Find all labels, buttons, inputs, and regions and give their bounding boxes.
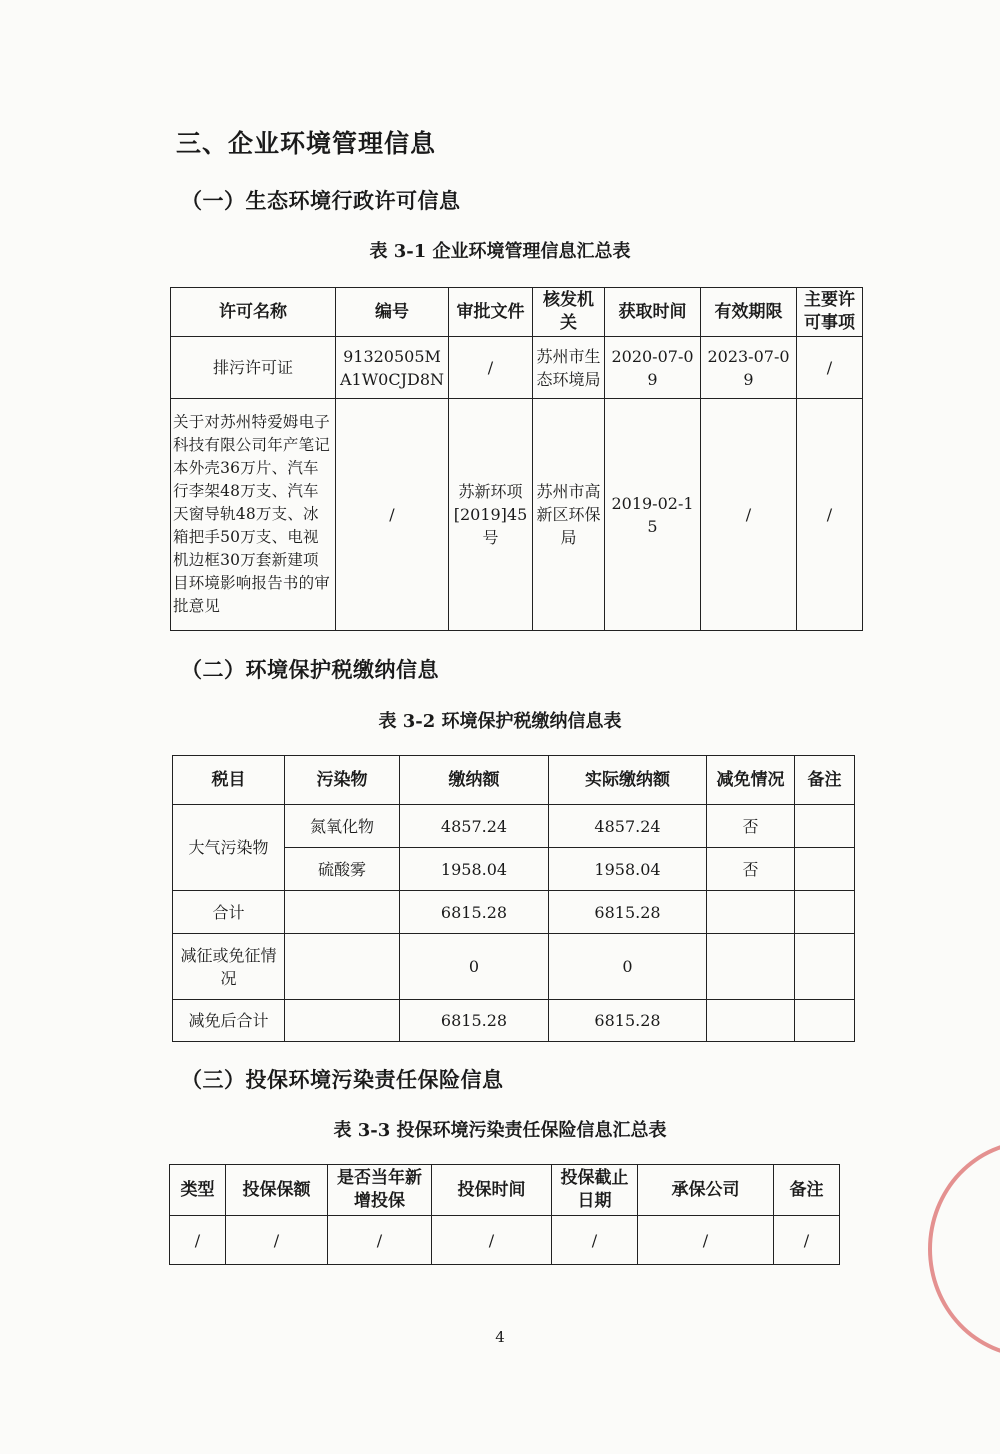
header-cell: 减免情况 bbox=[707, 756, 795, 805]
header-cell: 备注 bbox=[774, 1165, 840, 1216]
table-cell: 减征或免征情况 bbox=[173, 934, 285, 1000]
table-row bbox=[173, 805, 855, 848]
header-cell: 投保保额 bbox=[226, 1165, 328, 1216]
table-cell: 苏州市高新区环保局 bbox=[533, 399, 605, 631]
table-cell: / bbox=[552, 1216, 638, 1265]
table-caption-1: 表 3-1 企业环境管理信息汇总表 bbox=[369, 241, 631, 262]
table-cell: 4857.24 bbox=[549, 805, 707, 848]
table-cell: 91320505MA1W0CJD8N bbox=[336, 337, 449, 399]
header-cell: 获取时间 bbox=[605, 288, 701, 337]
table-cell: 6815.28 bbox=[400, 891, 549, 934]
table-caption-2: 表 3-2 环境保护税缴纳信息表 bbox=[378, 711, 622, 732]
header-cell: 编号 bbox=[336, 288, 449, 337]
table-cell: / bbox=[774, 1216, 840, 1265]
table-cell bbox=[707, 891, 795, 934]
header-cell: 是否当年新增投保 bbox=[328, 1165, 432, 1216]
table-row bbox=[173, 934, 855, 1000]
table-cell bbox=[285, 1000, 400, 1042]
table-cell: 1958.04 bbox=[400, 848, 549, 891]
table-cell: 合计 bbox=[173, 891, 285, 934]
table-cell: 2020-07-09 bbox=[605, 337, 701, 399]
header-cell: 类型 bbox=[170, 1165, 226, 1216]
table-cell bbox=[795, 805, 855, 848]
tax-table bbox=[172, 755, 855, 1042]
table-cell: 苏州市生态环境局 bbox=[533, 337, 605, 399]
subsection-title-2: （二）环境保护税缴纳信息 bbox=[181, 657, 439, 682]
header-cell: 缴纳额 bbox=[400, 756, 549, 805]
table-header-row bbox=[171, 288, 863, 337]
table-cell: / bbox=[701, 399, 797, 631]
table-row bbox=[171, 337, 863, 399]
table-cell: / bbox=[170, 1216, 226, 1265]
table-row bbox=[173, 891, 855, 934]
table-cell: 2023-07-09 bbox=[701, 337, 797, 399]
table-cell: 6815.28 bbox=[549, 891, 707, 934]
table-cell bbox=[285, 891, 400, 934]
header-cell: 主要许可事项 bbox=[797, 288, 863, 337]
table-cell: / bbox=[226, 1216, 328, 1265]
table-cell: 2019-02-15 bbox=[605, 399, 701, 631]
header-cell: 承保公司 bbox=[638, 1165, 774, 1216]
table-cell: / bbox=[328, 1216, 432, 1265]
table-cell: 排污许可证 bbox=[171, 337, 336, 399]
table-cell: / bbox=[449, 337, 533, 399]
header-cell: 备注 bbox=[795, 756, 855, 805]
table-cell: 4857.24 bbox=[400, 805, 549, 848]
table-cell: / bbox=[797, 337, 863, 399]
table-cell bbox=[795, 934, 855, 1000]
table-cell: 否 bbox=[707, 848, 795, 891]
page-number: 4 bbox=[495, 1328, 505, 1346]
table-cell: 0 bbox=[400, 934, 549, 1000]
table-cell: 关于对苏州特爱姆电子科技有限公司年产笔记本外壳36万片、汽车行李架48万支、汽车天窗导轨48万支、冰箱把手50万支、电视机边框30万套新建项目环境影响报告书的审批意见 bbox=[171, 399, 336, 631]
table-header-row bbox=[170, 1165, 840, 1216]
table-cell: 否 bbox=[707, 805, 795, 848]
table-cell: / bbox=[638, 1216, 774, 1265]
header-cell: 许可名称 bbox=[171, 288, 336, 337]
table-cell bbox=[285, 934, 400, 1000]
header-cell: 审批文件 bbox=[449, 288, 533, 337]
table-cell: 0 bbox=[549, 934, 707, 1000]
table-cell: 6815.28 bbox=[549, 1000, 707, 1042]
section-title: 三、企业环境管理信息 bbox=[176, 129, 437, 158]
permit-table bbox=[170, 287, 863, 631]
group-label-cell: 大气污染物 bbox=[173, 805, 285, 891]
header-cell: 税目 bbox=[173, 756, 285, 805]
subsection-title-3: （三）投保环境污染责任保险信息 bbox=[181, 1067, 504, 1092]
table-cell: 硫酸雾 bbox=[285, 848, 400, 891]
table-cell: 氮氧化物 bbox=[285, 805, 400, 848]
table-cell bbox=[707, 1000, 795, 1042]
header-cell: 投保时间 bbox=[432, 1165, 552, 1216]
company-seal-stamp bbox=[928, 1140, 1000, 1358]
table-header-row bbox=[173, 756, 855, 805]
header-cell: 投保截止日期 bbox=[552, 1165, 638, 1216]
header-cell: 污染物 bbox=[285, 756, 400, 805]
table-cell: 1958.04 bbox=[549, 848, 707, 891]
table-cell bbox=[795, 1000, 855, 1042]
table-cell: / bbox=[336, 399, 449, 631]
table-row bbox=[171, 399, 863, 631]
table-row bbox=[173, 1000, 855, 1042]
table-cell: 6815.28 bbox=[400, 1000, 549, 1042]
table-cell: 苏新环项[2019]45号 bbox=[449, 399, 533, 631]
table-cell: 减免后合计 bbox=[173, 1000, 285, 1042]
header-cell: 实际缴纳额 bbox=[549, 756, 707, 805]
insurance-table bbox=[169, 1164, 840, 1265]
table-caption-3: 表 3-3 投保环境污染责任保险信息汇总表 bbox=[333, 1120, 667, 1141]
header-cell: 有效期限 bbox=[701, 288, 797, 337]
table-row bbox=[170, 1216, 840, 1265]
table-cell bbox=[795, 848, 855, 891]
header-cell: 核发机关 bbox=[533, 288, 605, 337]
table-cell: / bbox=[797, 399, 863, 631]
table-cell bbox=[795, 891, 855, 934]
table-cell: / bbox=[432, 1216, 552, 1265]
subsection-title-1: （一）生态环境行政许可信息 bbox=[181, 188, 461, 213]
table-cell bbox=[707, 934, 795, 1000]
